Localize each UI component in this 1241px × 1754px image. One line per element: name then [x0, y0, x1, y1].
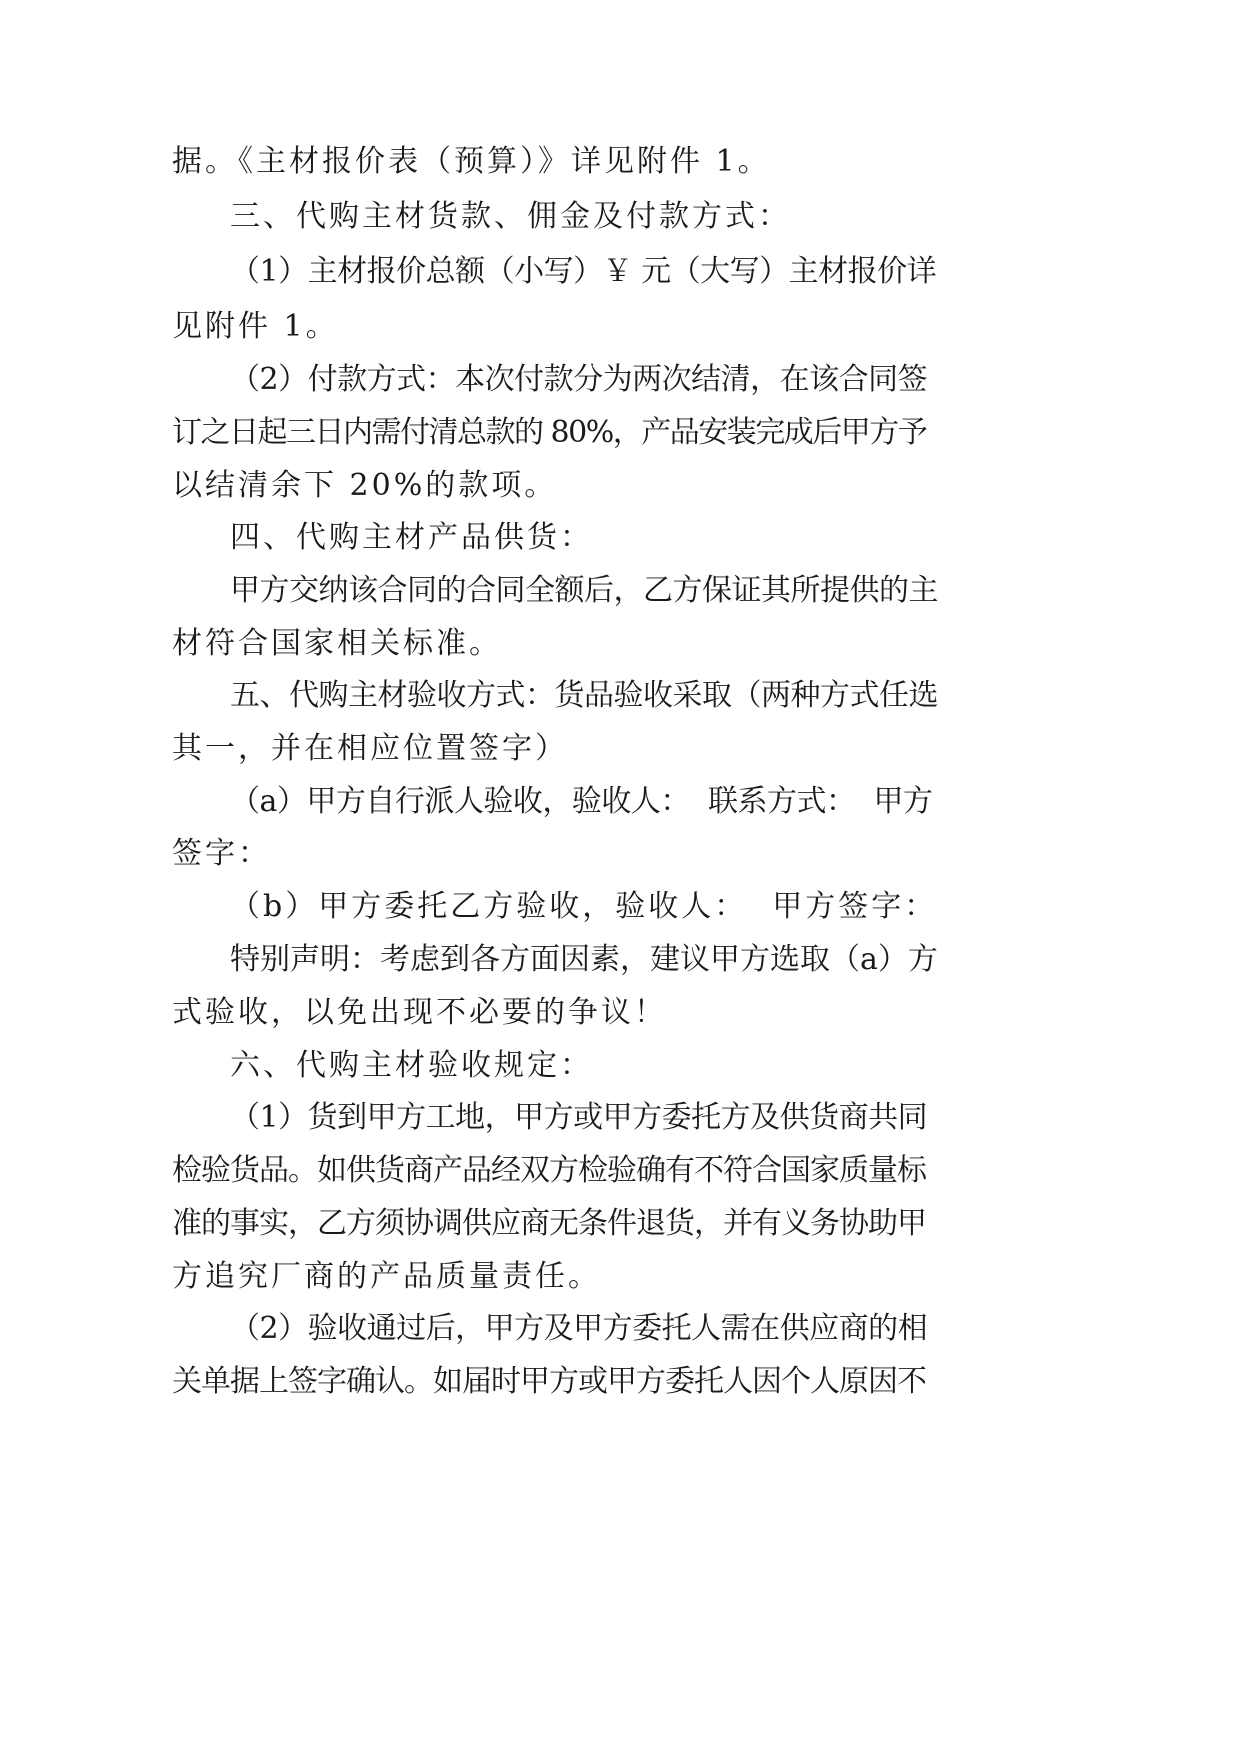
text-line: （a）甲方自行派人验收，验收人： 联系方式： 甲方: [230, 784, 933, 819]
section-heading: 五、代购主材验收方式：货品验收采取（两种方式任选: [230, 678, 938, 713]
text-line: 方追究厂商的产品质量责任。: [172, 1259, 601, 1294]
text-line: （2）付款方式：本次付款分为两次结清，在该合同签: [230, 362, 928, 397]
text-line: （2）验收通过后，甲方及甲方委托人需在供应商的相: [230, 1311, 928, 1346]
text-line: 以结清余下 20%的款项。: [172, 468, 558, 503]
section-heading: 四、代购主材产品供货：: [230, 520, 593, 555]
section-heading: 六、代购主材验收规定：: [230, 1048, 593, 1083]
text-line: 材符合国家相关标准。: [172, 626, 502, 661]
text-line: （1）货到甲方工地，甲方或甲方委托方及供货商共同: [230, 1100, 928, 1135]
text-line: 见附件 1。: [172, 309, 339, 344]
text-line: 关单据上签字确认。如届时甲方或甲方委托人因个人原因不: [172, 1364, 926, 1399]
text-line: 签字：: [172, 836, 271, 871]
section-heading: 三、代购主材货款、佣金及付款方式：: [230, 199, 791, 234]
text-line: 据。《主材报价表（预算）》详见附件 1。: [172, 144, 771, 179]
text-line: 订之日起三日内需付清总款的 80%，产品安装完成后甲方予: [172, 415, 927, 450]
text-line: （b）甲方委托乙方验收，验收人： 甲方签字：: [230, 889, 938, 924]
text-line: 准的事实，乙方须协调供应商无条件退货，并有义务协助甲: [172, 1206, 926, 1241]
text-line: 式验收，以免出现不必要的争议！: [172, 995, 667, 1030]
text-line: 甲方交纳该合同的合同全额后，乙方保证其所提供的主: [230, 573, 938, 608]
text-line: （1）主材报价总额（小写）￥ 元（大写）主材报价详: [230, 254, 937, 289]
text-line: 其一，并在相应位置签字）: [172, 731, 568, 766]
text-line: 特别声明：考虑到各方面因素，建议甲方选取（a）方: [230, 942, 938, 977]
text-line: 检验货品。如供货商产品经双方检验确有不符合国家质量标: [172, 1153, 926, 1188]
